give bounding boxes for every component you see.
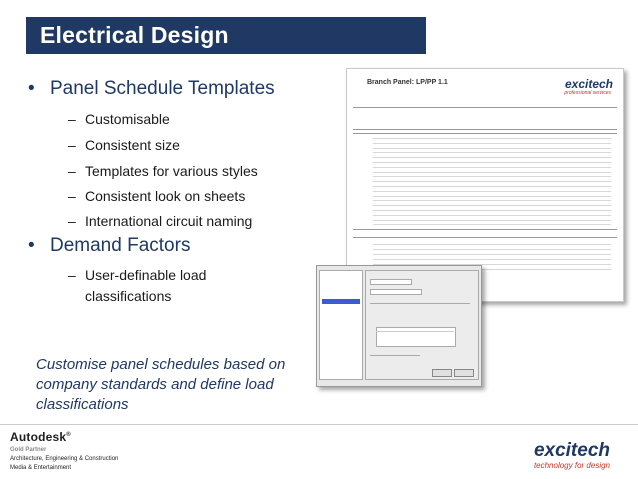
demand-factor-dialog-image	[316, 265, 482, 387]
table-row	[373, 157, 611, 158]
table-row	[373, 205, 611, 206]
table-row	[373, 210, 611, 211]
sub-bullet: – Customisable	[68, 111, 170, 127]
table-row	[373, 244, 611, 245]
table-row	[373, 167, 611, 168]
sub-bullet: – International circuit naming	[68, 213, 253, 229]
schedule-title: Branch Panel: LP/PP 1.1	[367, 79, 448, 86]
bullet-panel-schedule: • Panel Schedule Templates	[28, 78, 275, 99]
table-row	[373, 254, 611, 255]
table-row	[373, 172, 611, 173]
footer-divider	[0, 424, 638, 425]
table-row	[373, 249, 611, 250]
table-row	[373, 215, 611, 216]
table-row	[373, 152, 611, 153]
table-row	[373, 176, 611, 177]
industry-line: Architecture, Engineering & Construction	[10, 456, 119, 462]
divider	[353, 229, 617, 230]
table-row	[373, 143, 611, 144]
table-row	[373, 186, 611, 187]
slide-title: Electrical Design	[40, 22, 229, 48]
list-pane	[319, 270, 363, 380]
autodesk-logo: Autodesk®	[10, 430, 71, 444]
schedule-logo-sub: professional services	[564, 90, 611, 96]
table-row	[373, 162, 611, 163]
table-row	[373, 224, 611, 225]
table-row	[373, 138, 611, 139]
divider	[353, 237, 617, 238]
divider	[353, 133, 617, 134]
table-row	[373, 259, 611, 260]
industry-line: Media & Entertainment	[10, 465, 72, 471]
sub-bullet-continued: classifications	[85, 288, 172, 304]
excitech-logo: excitech	[533, 440, 610, 461]
table-row	[373, 196, 611, 197]
schedule-logo: excitech	[564, 77, 613, 91]
sub-bullet: – User-definable load	[68, 267, 207, 283]
settings-pane	[365, 270, 479, 380]
gold-partner-label: Gold Partner	[10, 447, 47, 453]
sub-bullet: – Templates for various styles	[68, 163, 258, 179]
divider	[353, 107, 617, 108]
table-row	[373, 200, 611, 201]
sub-bullet: – Consistent look on sheets	[68, 188, 246, 204]
sub-bullet: – Consistent size	[68, 137, 180, 153]
bullet-demand-factors: • Demand Factors	[28, 235, 191, 256]
table-row	[373, 220, 611, 221]
selected-item	[322, 299, 360, 304]
table-row	[373, 191, 611, 192]
table-row	[373, 181, 611, 182]
table-row	[373, 148, 611, 149]
caption: Customise panel schedules based on company standards and define load classifications	[36, 356, 286, 413]
divider	[353, 129, 617, 130]
excitech-tagline: technology for design	[533, 461, 610, 470]
